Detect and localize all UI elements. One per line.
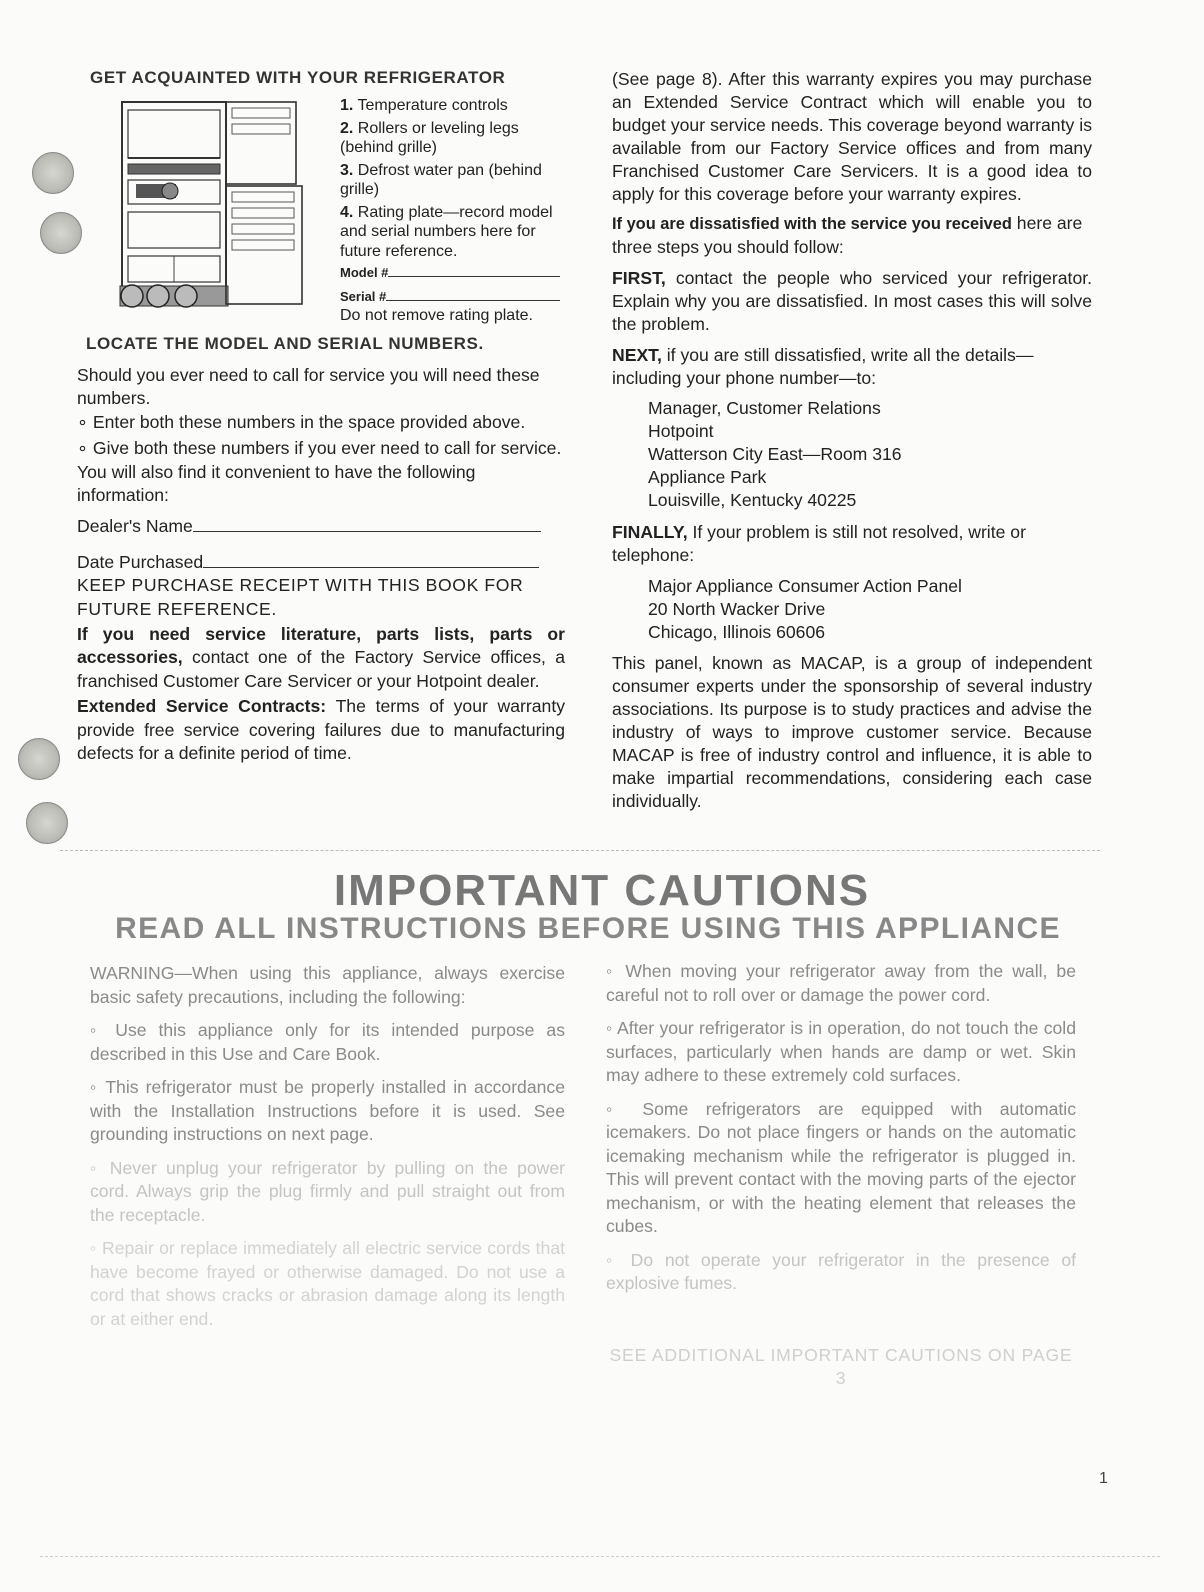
dissatisfied: If you are dissatisfied with the service you received here are three steps you should follow:	[612, 213, 1083, 257]
model-number-field: Model #	[340, 263, 570, 283]
continued-note: SEE ADDITIONAL IMPORTANT CAUTIONS ON PAGE 3	[609, 1344, 1073, 1388]
locate-heading: LOCATE THE MODEL AND SERIAL NUMBERS.	[86, 334, 484, 353]
list-item: ◦ After your refrigerator is in operation, do not touch the cold surfaces, particularly when hands are damp or wet. Skin may adhere to these extremely cold surfaces.	[606, 1018, 1077, 1085]
list-item: ◦ Use this appliance only for its intended purpose as described in this Use and Care Book.	[90, 1020, 565, 1064]
list-item: ◦ When moving your refrigerator away from the wall, be careful not to roll over or damage the power cord.	[606, 961, 1076, 1005]
cautions-left	[90, 962, 565, 1331]
list-item: ◦ This refrigerator must be properly installed in accordance with the Installation Instructions before it is used. See grounding instructions on next page.	[90, 1077, 565, 1144]
binder-hole	[26, 802, 68, 844]
bottom-edge	[40, 1556, 1160, 1557]
dealer-name-field: Dealer's Name	[77, 515, 565, 538]
date-purchased-field: Date Purchased	[77, 551, 565, 574]
address-hotpoint: Manager, Customer Relations Hotpoint Watterson City East—Room 316 Appliance Park Louisville, Kentucky 40225	[648, 398, 902, 510]
list-item: 1. Temperature controls	[340, 97, 508, 114]
warranty-continued: (See page 8). After this warranty expires you may purchase an Extended Service Contract which will enable you to budget your service needs. This coverage beyond warranty is available from our Factory Service offices and from many Franchised Customer Care Servicers. It is a good idea to apply for this coverage before your warranty expires.	[612, 69, 1092, 204]
list-item: ◦ Some refrigerators are equipped with automatic icemakers. Do not place fingers or hands on the automatic icemaking mechanism while the refrigerator is plugged in. This will prevent contact with the moving parts of the ejector mechanism, or with the heating element that releases the cubes.	[606, 1098, 1077, 1236]
binder-hole	[18, 738, 60, 780]
macap-description: This panel, known as MACAP, is a group of independent consumer experts under the sponsorship of several industry associations. Its purpose is to study practices and advise the industry of ways to improve customer service. Because MACAP is free of industry control and influence, it is able to make impartial recommendations, considering each case individually.	[612, 653, 1092, 811]
list-item: ◦ Repair or replace immediately all electric service cords that have become frayed or otherwise damaged. Do not use a cord that shows cracks or abrasion damage along its length or at either end.	[90, 1238, 565, 1329]
list-item: 4. Rating plate—record model and serial numbers here for future reference.	[340, 203, 553, 260]
extended-service: Extended Service Contracts: The terms of your warranty provide free service covering failures due to manufacturing defects for a definite period of time.	[77, 696, 566, 764]
locate-intro: Should you ever need to call for service you will need these numbers.	[77, 365, 540, 409]
refrigerator-diagram	[112, 96, 312, 318]
list-item: 2. Rollers or leveling legs (behind grille)	[340, 119, 519, 156]
step-next: NEXT, if you are still dissatisfied, write all the details—including your phone number—to:	[612, 345, 1034, 388]
address-macap: Major Appliance Consumer Action Panel 20 North Wacker Drive Chicago, Illinois 60606	[648, 576, 962, 642]
keep-receipt: KEEP PURCHASE RECEIPT WITH THIS BOOK FOR FUTURE REFERENCE.	[77, 575, 524, 619]
list-item: ◦ Never unplug your refrigerator by pulling on the power cord. Always grip the plug firmly and pull straight out from the receptacle.	[90, 1157, 565, 1225]
warning-text: WARNING—When using this appliance, always exercise basic safety precautions, including the following:	[90, 963, 565, 1007]
cautions-title: IMPORTANT CAUTIONS	[333, 866, 871, 915]
serial-number-field: Serial #	[340, 287, 570, 307]
rating-note: Do not remove rating plate.	[340, 307, 533, 324]
page-number: 1	[1099, 1470, 1108, 1487]
binder-hole	[32, 152, 74, 194]
list-item: 3. Defrost water pan (behind grille)	[340, 161, 542, 198]
parts-list	[340, 96, 570, 326]
step-finally: FINALLY, If your problem is still not resolved, write or telephone:	[612, 522, 1026, 565]
step-first: FIRST, contact the people who serviced your refrigerator. Explain why you are dissatisfied. In most cases this will solve the problem.	[612, 268, 1093, 334]
cautions-subtitle: READ ALL INSTRUCTIONS BEFORE USING THIS APPLIANCE	[115, 912, 1061, 945]
list-item: ∘ Enter both these numbers in the space provided above.	[77, 411, 526, 432]
list-item: ∘ Give both these numbers if you ever need to call for service.	[77, 438, 562, 459]
right-column	[612, 68, 1092, 813]
section-title: GET ACQUAINTED WITH YOUR REFRIGERATOR	[90, 68, 506, 87]
section-divider	[60, 850, 1100, 851]
list-item: ◦ Do not operate your refrigerator in the presence of explosive fumes.	[606, 1249, 1077, 1293]
service-literature: If you need service literature, parts lists, parts or accessories, contact one of the Factory Service offices, a franchised Customer Care Servicer or your Hotpoint dealer.	[77, 624, 565, 691]
binder-hole	[40, 212, 82, 254]
info-note: You will also find it convenient to have the following information:	[77, 461, 476, 506]
cautions-right	[606, 960, 1076, 1391]
